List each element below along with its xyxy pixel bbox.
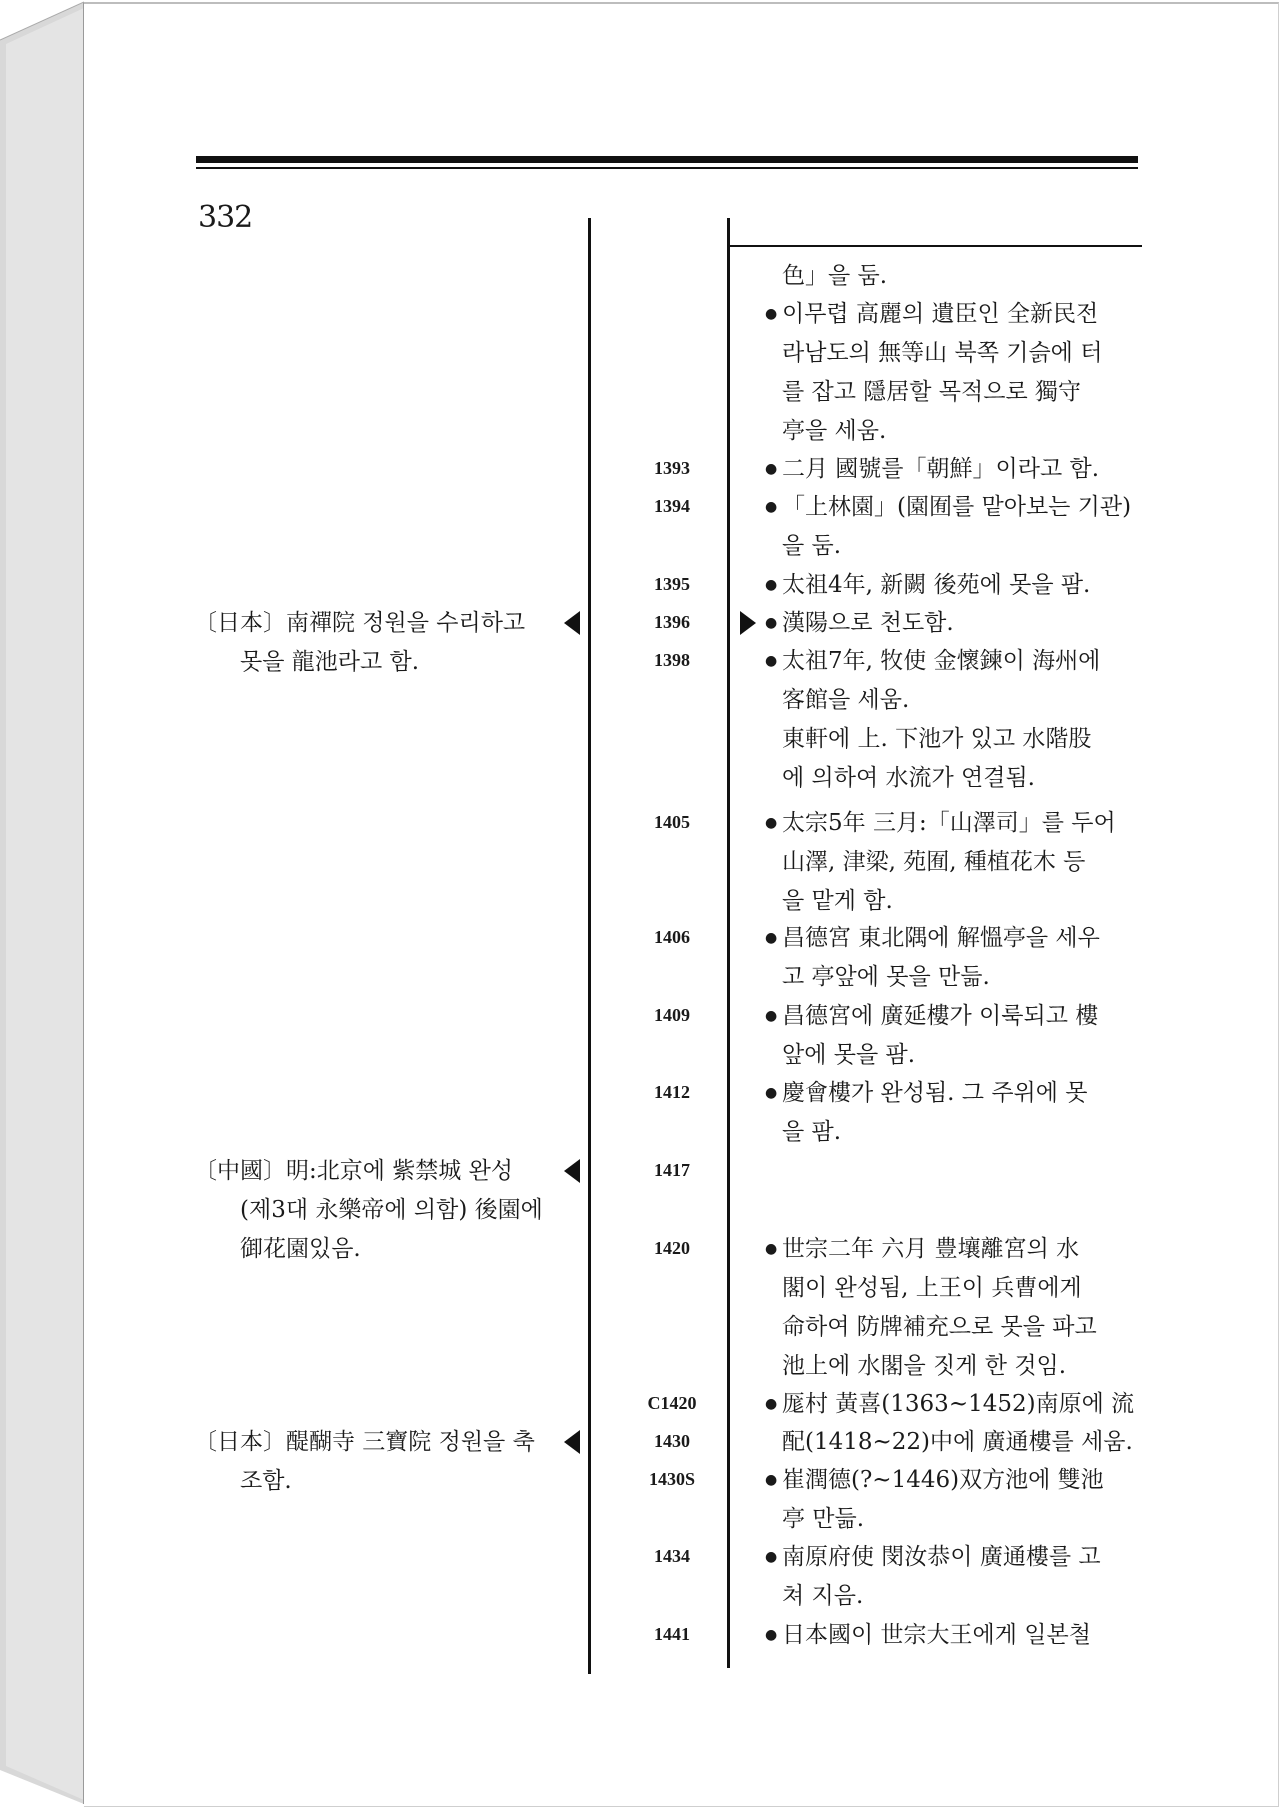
bullet-icon: ● (765, 306, 778, 322)
entry-text-line: 二月 國號를「朝鮮」이라고 함. (782, 456, 1100, 482)
year-label: 1420 (654, 1238, 690, 1258)
left-entry-line: 조함. (240, 1468, 292, 1494)
year-label: 1398 (654, 650, 690, 670)
entry-text-line: 日本國이 世宗大王에게 일본철 (782, 1622, 1091, 1648)
bullet-icon: ● (765, 1241, 778, 1257)
entry-text-line: 慶會樓가 완성됨. 그 주위에 못 (782, 1080, 1088, 1106)
entry-text-line: 를 잡고 隱居할 목적으로 獨守 (782, 379, 1081, 405)
entry-text-line: 南原府使 閔汝恭이 廣通樓를 고 (782, 1544, 1101, 1570)
bullet-icon: ● (765, 1085, 778, 1101)
entry-text-line: 色」을 둠. (782, 263, 888, 289)
entry-text-line: 「上林園」(園囿를 맡아보는 기관) (782, 494, 1132, 520)
year-label: 1394 (654, 496, 690, 516)
bullet-icon: ● (765, 1472, 778, 1488)
column-divider-left (588, 218, 591, 1674)
bullet-icon: ● (765, 1008, 778, 1024)
entry-text-line: 命하여 防牌補充으로 못을 파고 (782, 1314, 1097, 1340)
year-label: 1396 (654, 612, 690, 632)
year-label: C1420 (647, 1393, 697, 1413)
year-label: 1417 (654, 1160, 690, 1180)
entry-text-line: 配(1418~22)中에 廣通樓를 세움. (782, 1429, 1133, 1455)
entry-text-line: 亭을 세움. (782, 418, 887, 444)
year-label: 1405 (654, 812, 690, 832)
entry-text-line: 昌德宮 東北隅에 解慍亭을 세우 (782, 925, 1100, 951)
entry-text-line: 에 의하여 水流가 연결됨. (782, 765, 1035, 791)
entry-text-line: 쳐 지음. (782, 1583, 864, 1609)
entry-text-line: 太宗5年 三月:「山澤司」를 두어 (782, 810, 1116, 836)
bullet-icon: ● (765, 1396, 778, 1412)
year-label: 1409 (654, 1005, 690, 1025)
entry-text-line: 世宗二年 六月 豊壤離宮의 水 (782, 1236, 1080, 1262)
arrow-left-icon (564, 1430, 580, 1454)
entry-text-line: 을 맡게 함. (782, 888, 893, 914)
bullet-icon: ● (765, 615, 778, 631)
left-entry-line: (제3대 永樂帝에 의함) 後園에 (240, 1197, 543, 1223)
entry-text-line: 라남도의 無等山 북쪽 기슭에 터 (782, 340, 1103, 366)
left-entry-line: 〔中國〕明:北京에 紫禁城 완성 (194, 1158, 514, 1184)
entry-text-line: 漢陽으로 천도함. (782, 610, 954, 636)
bullet-icon: ● (765, 499, 778, 515)
entry-text-line: 東軒에 上. 下池가 있고 水階股 (782, 726, 1092, 752)
book-page (84, 2, 1279, 1807)
entry-text-line: 을 둠. (782, 533, 842, 559)
entry-text-line: 閣이 완성됨, 上王이 兵曹에게 (782, 1275, 1082, 1301)
entry-text-line: 을 팜. (782, 1119, 842, 1145)
header-rule-thick (196, 156, 1138, 163)
bullet-icon: ● (765, 1627, 778, 1643)
bullet-icon: ● (765, 653, 778, 669)
arrow-left-icon (564, 1159, 580, 1183)
column-divider-right (727, 218, 730, 1668)
year-label: 1412 (654, 1082, 690, 1102)
year-label: 1395 (654, 574, 690, 594)
arrow-left-icon (564, 611, 580, 635)
year-label: 1393 (654, 458, 690, 478)
year-label: 1406 (654, 927, 690, 947)
entry-text-line: 亭 만듦. (782, 1506, 865, 1532)
entry-text-line: 客館을 세움. (782, 687, 910, 713)
bullet-icon: ● (765, 815, 778, 831)
bullet-icon: ● (765, 930, 778, 946)
year-label: 1430S (648, 1469, 695, 1489)
year-label: 1441 (654, 1624, 690, 1644)
left-entry-line: 못을 龍池라고 함. (240, 649, 420, 675)
arrow-right-icon (740, 611, 756, 635)
entry-text-line: 山澤, 津梁, 苑囿, 種植花木 등 (782, 849, 1086, 875)
header-underline (729, 245, 1142, 247)
page-number: 332 (198, 200, 253, 235)
entry-text-line: 池上에 水閣을 짓게 한 것임. (782, 1353, 1067, 1379)
bullet-icon: ● (765, 461, 778, 477)
header-rule-thin (196, 167, 1138, 169)
entry-text-line: 이무렵 高麗의 遺臣인 全新民전 (782, 301, 1099, 327)
book-spine-edge (0, 0, 84, 1806)
entry-text-line: 고 亭앞에 못을 만듦. (782, 964, 990, 990)
left-entry-line: 〔日本〕南禪院 정원을 수리하고 (194, 610, 526, 636)
entry-text-line: 太祖7年, 牧使 金懷鍊이 海州에 (782, 648, 1101, 674)
bullet-icon: ● (765, 1549, 778, 1565)
entry-text-line: 崔潤德(?~1446)双方池에 雙池 (782, 1467, 1104, 1493)
entry-text-line: 太祖4年, 新闕 後苑에 못을 팜. (782, 572, 1091, 598)
year-label: 1430 (654, 1431, 690, 1451)
left-entry-line: 御花園있음. (240, 1236, 361, 1262)
bullet-icon: ● (765, 577, 778, 593)
entry-text-line: 昌德宮에 廣延樓가 이룩되고 樓 (782, 1003, 1099, 1029)
entry-text-line: 厖村 黃喜(1363~1452)南原에 流 (782, 1391, 1135, 1417)
year-label: 1434 (654, 1546, 690, 1566)
left-entry-line: 〔日本〕醍醐寺 三寶院 정원을 축 (194, 1429, 535, 1455)
entry-text-line: 앞에 못을 팜. (782, 1042, 916, 1068)
